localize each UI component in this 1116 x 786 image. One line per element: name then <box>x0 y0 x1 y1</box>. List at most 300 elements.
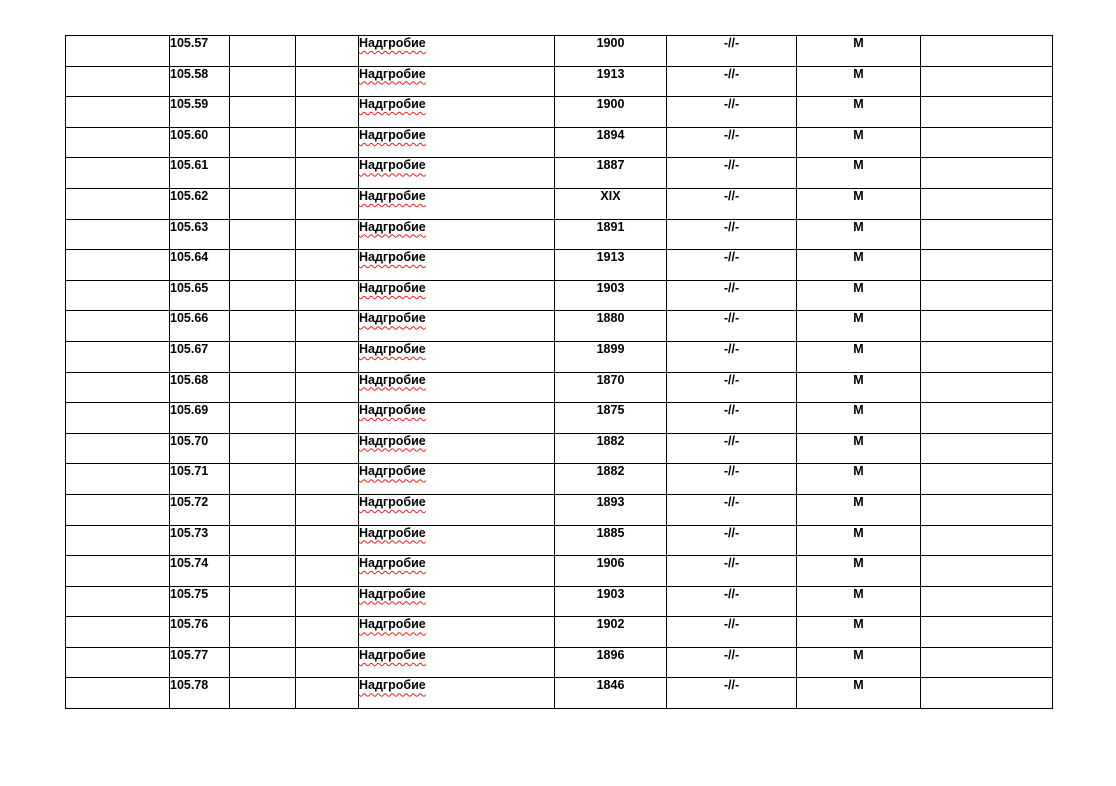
ditto-cell <box>667 525 797 556</box>
table-row <box>66 341 1053 372</box>
empty-cell <box>230 586 296 617</box>
inventory-number-text: 105.67 <box>170 341 209 356</box>
empty-cell <box>230 127 296 158</box>
ditto-text: -//- <box>723 617 740 632</box>
object-name-text: Надгробие <box>359 127 426 142</box>
table-row <box>66 372 1053 403</box>
empty-cell <box>296 647 359 678</box>
material-text: М <box>853 280 864 295</box>
object-name-text: Надгробие <box>359 250 426 265</box>
empty-cell <box>230 464 296 495</box>
empty-cell <box>921 36 1053 67</box>
empty-cell <box>66 188 170 219</box>
empty-cell <box>66 556 170 587</box>
material-text: М <box>853 341 864 356</box>
ditto-cell <box>667 66 797 97</box>
material-cell <box>797 556 921 587</box>
material-cell <box>797 464 921 495</box>
empty-cell <box>921 433 1053 464</box>
ditto-text: -//- <box>723 403 740 418</box>
empty-cell <box>230 617 296 648</box>
year-cell <box>555 556 667 587</box>
empty-cell <box>921 188 1053 219</box>
empty-cell <box>921 219 1053 250</box>
material-cell <box>797 219 921 250</box>
table-row <box>66 219 1053 250</box>
table-row <box>66 127 1053 158</box>
object-name-text: Надгробие <box>359 66 426 81</box>
year-cell <box>555 127 667 158</box>
year-text: 1882 <box>596 464 625 479</box>
object-name-text: Надгробие <box>359 280 426 295</box>
empty-cell <box>230 433 296 464</box>
object-name-text: Надгробие <box>359 341 426 356</box>
ditto-text: -//- <box>723 525 740 540</box>
empty-cell <box>66 36 170 67</box>
material-text: М <box>853 66 864 81</box>
inventory-number-cell <box>170 250 230 281</box>
inventory-number-text: 105.60 <box>170 127 209 142</box>
inventory-number-text: 105.71 <box>170 464 209 479</box>
table-row <box>66 433 1053 464</box>
empty-cell <box>296 464 359 495</box>
object-name-text: Надгробие <box>359 97 426 112</box>
object-name-text: Надгробие <box>359 372 426 387</box>
empty-cell <box>296 403 359 434</box>
inventory-number-cell <box>170 188 230 219</box>
empty-cell <box>230 525 296 556</box>
empty-cell <box>296 158 359 189</box>
empty-cell <box>296 127 359 158</box>
year-cell <box>555 586 667 617</box>
empty-cell <box>296 617 359 648</box>
inventory-number-text: 105.69 <box>170 403 209 418</box>
empty-cell <box>66 403 170 434</box>
material-cell <box>797 403 921 434</box>
inventory-number-cell <box>170 36 230 67</box>
empty-cell <box>296 341 359 372</box>
material-cell <box>797 280 921 311</box>
material-cell <box>797 158 921 189</box>
empty-cell <box>296 494 359 525</box>
table-row <box>66 311 1053 342</box>
year-text: 1899 <box>596 341 625 356</box>
year-text: 1913 <box>596 66 625 81</box>
ditto-text: -//- <box>723 647 740 662</box>
ditto-cell <box>667 433 797 464</box>
year-text: 1880 <box>596 311 625 326</box>
empty-cell <box>66 66 170 97</box>
ditto-cell <box>667 341 797 372</box>
year-text: 1896 <box>596 647 625 662</box>
empty-cell <box>230 556 296 587</box>
empty-cell <box>230 372 296 403</box>
table-row <box>66 250 1053 281</box>
object-name-cell <box>359 127 555 158</box>
inventory-number-text: 105.70 <box>170 433 209 448</box>
year-text: 1902 <box>596 617 625 632</box>
empty-cell <box>921 403 1053 434</box>
table-row <box>66 586 1053 617</box>
empty-cell <box>230 280 296 311</box>
year-text: 1870 <box>596 372 625 387</box>
empty-cell <box>230 678 296 709</box>
empty-cell <box>296 280 359 311</box>
table-row <box>66 403 1053 434</box>
empty-cell <box>921 250 1053 281</box>
table-row <box>66 494 1053 525</box>
ditto-cell <box>667 372 797 403</box>
object-name-text: Надгробие <box>359 647 426 662</box>
inventory-number-cell <box>170 219 230 250</box>
year-text: XIX <box>600 188 621 203</box>
table-row <box>66 280 1053 311</box>
material-cell <box>797 494 921 525</box>
year-cell <box>555 403 667 434</box>
empty-cell <box>66 127 170 158</box>
object-name-text: Надгробие <box>359 494 426 509</box>
ditto-text: -//- <box>723 586 740 601</box>
ditto-cell <box>667 464 797 495</box>
empty-cell <box>66 525 170 556</box>
object-name-text: Надгробие <box>359 311 426 326</box>
ditto-text: -//- <box>723 36 740 50</box>
empty-cell <box>66 97 170 128</box>
inventory-number-cell <box>170 433 230 464</box>
inventory-number-text: 105.78 <box>170 678 209 693</box>
year-cell <box>555 525 667 556</box>
empty-cell <box>296 66 359 97</box>
empty-cell <box>296 372 359 403</box>
inventory-number-cell <box>170 97 230 128</box>
year-cell <box>555 219 667 250</box>
empty-cell <box>296 188 359 219</box>
object-name-text: Надгробие <box>359 219 426 234</box>
object-name-cell <box>359 36 555 67</box>
year-cell <box>555 280 667 311</box>
object-name-cell <box>359 525 555 556</box>
empty-cell <box>296 586 359 617</box>
empty-cell <box>921 617 1053 648</box>
inventory-number-text: 105.64 <box>170 250 209 265</box>
empty-cell <box>921 311 1053 342</box>
inventory-number-cell <box>170 372 230 403</box>
empty-cell <box>66 341 170 372</box>
empty-cell <box>66 586 170 617</box>
ditto-cell <box>667 556 797 587</box>
empty-cell <box>230 158 296 189</box>
inventory-number-cell <box>170 280 230 311</box>
table-row <box>66 66 1053 97</box>
year-text: 1900 <box>596 36 625 50</box>
empty-cell <box>296 433 359 464</box>
inventory-number-text: 105.76 <box>170 617 209 632</box>
ditto-cell <box>667 280 797 311</box>
inventory-number-text: 105.72 <box>170 494 209 509</box>
empty-cell <box>66 250 170 281</box>
inventory-number-text: 105.58 <box>170 66 209 81</box>
object-name-cell <box>359 280 555 311</box>
ditto-cell <box>667 36 797 67</box>
table-body <box>66 36 1053 709</box>
inventory-number-cell <box>170 647 230 678</box>
empty-cell <box>230 494 296 525</box>
ditto-cell <box>667 617 797 648</box>
material-text: М <box>853 36 864 50</box>
material-cell <box>797 311 921 342</box>
empty-cell <box>230 188 296 219</box>
material-text: М <box>853 188 864 203</box>
year-text: 1894 <box>596 127 625 142</box>
material-cell <box>797 66 921 97</box>
empty-cell <box>66 372 170 403</box>
ditto-text: -//- <box>723 556 740 571</box>
object-name-cell <box>359 158 555 189</box>
year-cell <box>555 311 667 342</box>
empty-cell <box>921 525 1053 556</box>
ditto-text: -//- <box>723 188 740 203</box>
empty-cell <box>230 647 296 678</box>
object-name-cell <box>359 66 555 97</box>
ditto-cell <box>667 403 797 434</box>
inventory-number-cell <box>170 341 230 372</box>
material-text: М <box>853 678 864 693</box>
year-text: 1903 <box>596 586 625 601</box>
year-text: 1887 <box>596 158 625 173</box>
material-cell <box>797 341 921 372</box>
object-name-text: Надгробие <box>359 525 426 540</box>
empty-cell <box>921 280 1053 311</box>
material-text: М <box>853 97 864 112</box>
material-cell <box>797 586 921 617</box>
object-name-text: Надгробие <box>359 617 426 632</box>
year-text: 1893 <box>596 494 625 509</box>
ditto-text: -//- <box>723 341 740 356</box>
ditto-text: -//- <box>723 372 740 387</box>
empty-cell <box>66 219 170 250</box>
material-text: М <box>853 494 864 509</box>
empty-cell <box>921 678 1053 709</box>
object-name-cell <box>359 586 555 617</box>
empty-cell <box>296 36 359 67</box>
inventory-number-text: 105.77 <box>170 647 209 662</box>
object-name-text: Надгробие <box>359 678 426 693</box>
year-cell <box>555 464 667 495</box>
ditto-cell <box>667 311 797 342</box>
empty-cell <box>230 250 296 281</box>
empty-cell <box>66 494 170 525</box>
object-name-text: Надгробие <box>359 158 426 173</box>
year-cell <box>555 250 667 281</box>
empty-cell <box>66 678 170 709</box>
object-name-cell <box>359 97 555 128</box>
material-cell <box>797 250 921 281</box>
ditto-cell <box>667 678 797 709</box>
empty-cell <box>66 280 170 311</box>
material-text: М <box>853 219 864 234</box>
year-cell <box>555 494 667 525</box>
empty-cell <box>296 250 359 281</box>
year-cell <box>555 678 667 709</box>
ditto-text: -//- <box>723 678 740 693</box>
material-cell <box>797 525 921 556</box>
inventory-number-cell <box>170 403 230 434</box>
empty-cell <box>921 586 1053 617</box>
ditto-text: -//- <box>723 494 740 509</box>
material-text: М <box>853 311 864 326</box>
object-name-cell <box>359 372 555 403</box>
object-name-text: Надгробие <box>359 464 426 479</box>
material-text: М <box>853 127 864 142</box>
material-cell <box>797 188 921 219</box>
empty-cell <box>296 525 359 556</box>
empty-cell <box>921 556 1053 587</box>
year-text: 1882 <box>596 433 625 448</box>
material-text: М <box>853 617 864 632</box>
object-name-cell <box>359 556 555 587</box>
material-text: М <box>853 372 864 387</box>
empty-cell <box>230 219 296 250</box>
ditto-text: -//- <box>723 158 740 173</box>
empty-cell <box>921 97 1053 128</box>
year-text: 1875 <box>596 403 625 418</box>
empty-cell <box>921 341 1053 372</box>
empty-cell <box>296 556 359 587</box>
empty-cell <box>296 678 359 709</box>
inventory-number-cell <box>170 525 230 556</box>
empty-cell <box>230 97 296 128</box>
object-name-text: Надгробие <box>359 556 426 571</box>
material-text: М <box>853 464 864 479</box>
inventory-number-cell <box>170 66 230 97</box>
empty-cell <box>921 66 1053 97</box>
empty-cell <box>230 403 296 434</box>
year-cell <box>555 36 667 67</box>
year-text: 1885 <box>596 525 625 540</box>
ditto-cell <box>667 647 797 678</box>
material-text: М <box>853 403 864 418</box>
object-name-cell <box>359 647 555 678</box>
object-name-cell <box>359 464 555 495</box>
material-cell <box>797 617 921 648</box>
inventory-number-text: 105.63 <box>170 219 209 234</box>
object-name-cell <box>359 250 555 281</box>
inventory-number-text: 105.74 <box>170 556 209 571</box>
year-cell <box>555 97 667 128</box>
table-row <box>66 158 1053 189</box>
year-text: 1913 <box>596 250 625 265</box>
empty-cell <box>921 127 1053 158</box>
year-cell <box>555 158 667 189</box>
ditto-cell <box>667 127 797 158</box>
inventory-number-cell <box>170 617 230 648</box>
empty-cell <box>921 464 1053 495</box>
table-row <box>66 36 1053 67</box>
ditto-cell <box>667 188 797 219</box>
inventory-number-text: 105.59 <box>170 97 209 112</box>
inventory-number-text: 105.61 <box>170 158 209 173</box>
empty-cell <box>230 311 296 342</box>
object-name-cell <box>359 433 555 464</box>
ditto-text: -//- <box>723 250 740 265</box>
material-text: М <box>853 250 864 265</box>
ditto-cell <box>667 250 797 281</box>
object-name-text: Надгробие <box>359 403 426 418</box>
empty-cell <box>921 647 1053 678</box>
table-row <box>66 97 1053 128</box>
ditto-text: -//- <box>723 219 740 234</box>
empty-cell <box>66 617 170 648</box>
ditto-text: -//- <box>723 127 740 142</box>
empty-cell <box>296 219 359 250</box>
material-cell <box>797 647 921 678</box>
inventory-number-cell <box>170 494 230 525</box>
inventory-number-text: 105.75 <box>170 586 209 601</box>
ditto-text: -//- <box>723 66 740 81</box>
object-name-cell <box>359 341 555 372</box>
ditto-cell <box>667 494 797 525</box>
empty-cell <box>230 66 296 97</box>
table-row <box>66 617 1053 648</box>
ditto-cell <box>667 158 797 189</box>
table-row <box>66 556 1053 587</box>
object-name-cell <box>359 494 555 525</box>
material-cell <box>797 97 921 128</box>
year-text: 1906 <box>596 556 625 571</box>
empty-cell <box>296 311 359 342</box>
material-text: М <box>853 556 864 571</box>
inventory-number-text: 105.62 <box>170 188 209 203</box>
inventory-number-text: 105.66 <box>170 311 209 326</box>
object-name-cell <box>359 403 555 434</box>
table-row <box>66 188 1053 219</box>
year-text: 1903 <box>596 280 625 295</box>
year-text: 1900 <box>596 97 625 112</box>
table-row <box>66 647 1053 678</box>
inventory-number-text: 105.73 <box>170 525 209 540</box>
ditto-text: -//- <box>723 433 740 448</box>
ditto-cell <box>667 586 797 617</box>
object-name-text: Надгробие <box>359 586 426 601</box>
empty-cell <box>230 341 296 372</box>
empty-cell <box>66 647 170 678</box>
material-cell <box>797 36 921 67</box>
inventory-number-cell <box>170 464 230 495</box>
year-text: 1891 <box>596 219 625 234</box>
empty-cell <box>230 36 296 67</box>
material-cell <box>797 433 921 464</box>
object-name-cell <box>359 617 555 648</box>
object-name-cell <box>359 678 555 709</box>
object-name-cell <box>359 311 555 342</box>
empty-cell <box>66 311 170 342</box>
empty-cell <box>296 97 359 128</box>
object-name-cell <box>359 219 555 250</box>
object-name-text: Надгробие <box>359 36 426 50</box>
year-text: 1846 <box>596 678 625 693</box>
table-row <box>66 678 1053 709</box>
material-cell <box>797 372 921 403</box>
inventory-number-cell <box>170 678 230 709</box>
empty-cell <box>921 372 1053 403</box>
monument-table <box>65 35 1053 709</box>
empty-cell <box>66 433 170 464</box>
year-cell <box>555 188 667 219</box>
empty-cell <box>921 494 1053 525</box>
inventory-number-cell <box>170 127 230 158</box>
table-row <box>66 525 1053 556</box>
ditto-cell <box>667 219 797 250</box>
